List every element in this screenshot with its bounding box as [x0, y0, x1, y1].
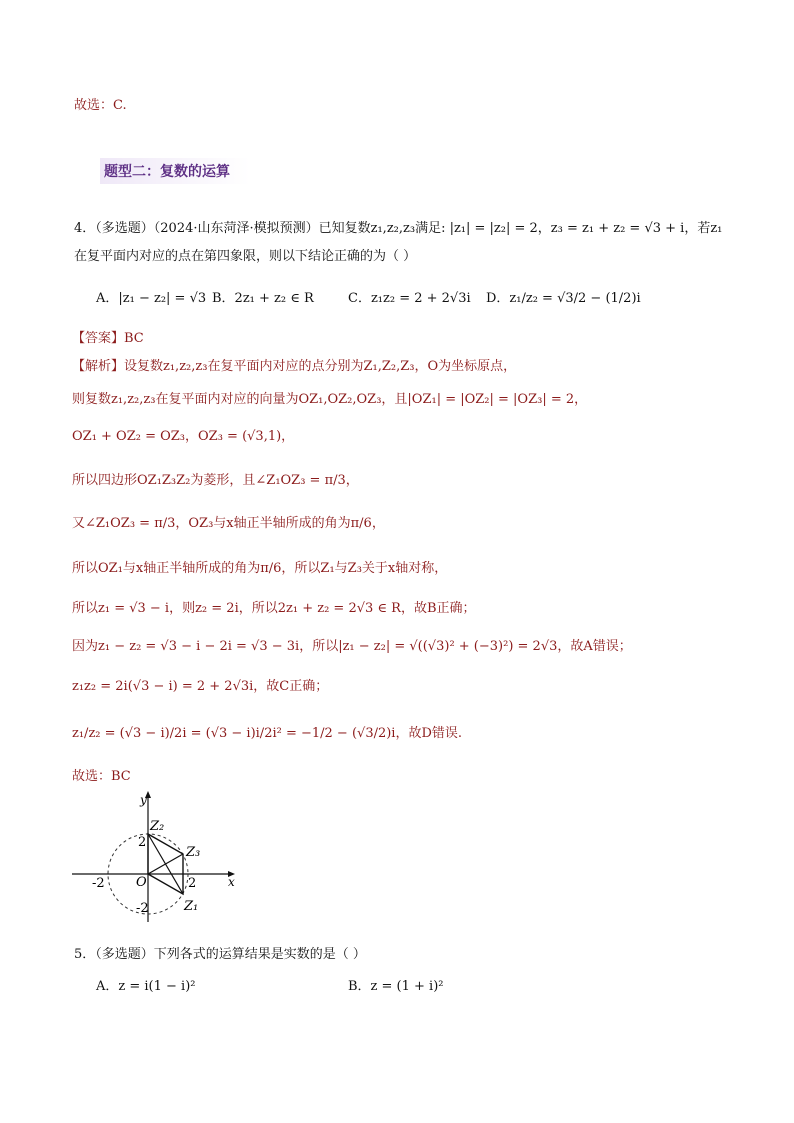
- q4-option-c: C．z₁z₂ = 2 + 2√3i: [348, 291, 471, 306]
- q5-option-b: B．z = (1 + i)²: [348, 979, 444, 994]
- y-axis-label: y: [140, 793, 147, 807]
- analysis-line-6: 所以OZ₁与x轴正半轴所成的角为π/6，所以Z₁与Z₃关于x轴对称，: [72, 561, 448, 576]
- origin-label: O: [136, 875, 147, 890]
- analysis-line-5: 又∠Z₁OZ₃ = π/3，OZ₃与x轴正半轴所成的角为π/6，: [72, 516, 385, 531]
- section-heading-text: 题型二：复数的运算: [104, 164, 230, 180]
- x-axis-label: x: [228, 875, 235, 889]
- section-heading: [100, 156, 250, 186]
- analysis-line-4: 所以四边形OZ₁Z₃Z₂为菱形，且∠Z₁OZ₃ = π/3，: [72, 473, 359, 488]
- diagonal-z1z2: [148, 834, 183, 894]
- analysis-line-9: z₁z₂ = 2i(√3 − i) = 2 + 2√3i，故C正确；: [72, 679, 329, 694]
- tick-y-top: 2: [138, 835, 147, 850]
- q4-option-d: D．z₁/z₂ = √3/2 − (1/2)i: [486, 291, 641, 306]
- analysis-line-2: 则复数z₁,z₂,z₃在复平面内对应的向量为OZ₁,OZ₂,OZ₃，且|OZ₁| = |OZ₂| = |OZ₃| = 2，: [72, 392, 588, 407]
- tick-x-left: -2: [92, 876, 105, 891]
- q4-final-answer: 故选：BC: [72, 769, 131, 784]
- previous-answer: 故选：C.: [74, 98, 127, 113]
- analysis-line-1: 【解析】设复数z₁,z₂,z₃在复平面内对应的点分别为Z₁,Z₂,Z₃，O为坐标原点，: [72, 359, 517, 374]
- q4-stem-line1: 4．（多选题）（2024·山东菏泽·模拟预测）已知复数z₁,z₂,z₃满足: |z₁| = |z₂| = 2，z₃ = z₁ + z₂ = √3 + i，若z₁: [74, 221, 723, 236]
- tick-x-right: 2: [188, 876, 197, 891]
- point-z2-label: Z₂: [150, 819, 165, 834]
- q4-option-a: A．|z₁ − z₂| = √3: [96, 291, 207, 306]
- q5-option-a: A．z = i(1 − i)²: [96, 979, 196, 994]
- point-z3-label: Z₃: [186, 845, 201, 860]
- tick-y-bottom: -2: [136, 901, 149, 916]
- analysis-line-10: z₁/z₂ = (√3 − i)/2i = (√3 − i)i/2i² = −1/2 − (√3/2)i，故D错误.: [72, 726, 463, 741]
- q5-stem: 5．（多选题）下列各式的运算结果是实数的是（ ）: [74, 947, 366, 962]
- q4-option-b: B．2z₁ + z₂ ∈ R: [212, 291, 314, 306]
- q4-stem-line2: 在复平面内对应的点在第四象限，则以下结论正确的为（ ）: [74, 249, 417, 264]
- analysis-line-7: 所以z₁ = √3 − i，则z₂ = 2i，所以2z₁ + z₂ = 2√3 ∈ R，故B正确；: [72, 601, 476, 616]
- analysis-line-3: OZ₁ + OZ₂ = OZ₃，OZ₃ = (√3,1)，: [72, 429, 295, 444]
- q4-answer: 【答案】BC: [72, 331, 144, 346]
- point-z1-label: Z₁: [184, 899, 199, 914]
- complex-plane-figure: [70, 790, 250, 925]
- analysis-line-8: 因为z₁ − z₂ = √3 − i − 2i = √3 − 3i，所以|z₁ − z₂| = √((√3)² + (−3)²) = 2√3，故A错误；: [72, 639, 632, 654]
